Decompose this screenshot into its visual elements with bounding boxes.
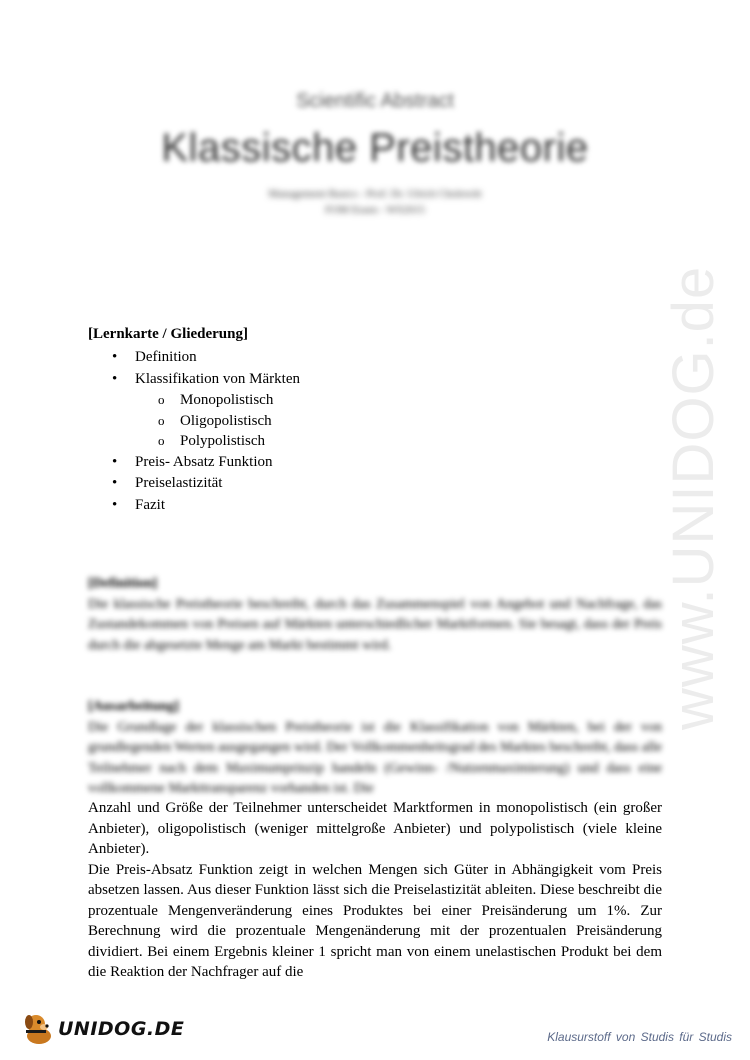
outline-item: • Klassifikation von Märkten: [88, 369, 668, 391]
outline-section: [88, 326, 668, 516]
body-paragraph-market-forms: Anzahl und Größe der Teilnehmer unterscheidet Marktformen in monopolistisch (ein großer Anbieter), oligopolistisch (weniger mittelgroße Anbieter) und polypolistisch (viele kleine Anbieter).: [88, 800, 662, 857]
watermark-text: www.UNIDOG.de: [661, 265, 726, 730]
logo-text: UNIDOG.DE: [58, 1018, 185, 1040]
document-subtitle: Scientific Abstract: [296, 90, 454, 112]
outline-subitem: o Monopolistisch: [88, 390, 668, 411]
definition-heading: [Definition]: [88, 576, 158, 591]
elaboration-text: Die Grundlage der klassischen Preistheorie ist die Klassifikation von Märkten, bei der von grundlegenden Werten ausgegangen wird. Der Vollkommenheitsgrad des Marktes beschreibt, dass alle Teilnehmer nach dem Maximumprinzip handeln (Gewinn- /Nutzenmaximierung) und dass eine vollkommene Markttransparenz vorhanden ist. Die: [88, 719, 662, 796]
outline-subitem: o Polypolistisch: [88, 431, 668, 452]
document-meta: [0, 186, 750, 218]
meta-line-school: FOM Essen - WS2015: [325, 204, 425, 216]
elaboration-section: [88, 697, 662, 800]
elaboration-heading: [Ausarbeitung]: [88, 699, 180, 714]
outline-list: [88, 347, 668, 516]
outline-item: • Definition: [88, 347, 668, 369]
meta-line-course: Management Basics - Prof. Dr. Ulrich Cholewitt: [268, 188, 482, 200]
outline-subitem: o Oligopolistisch: [88, 411, 668, 432]
footer-tagline: Klausurstoff von Studis für Studis: [547, 1030, 732, 1044]
unidog-logo: [22, 1012, 184, 1046]
definition-text: Die klassische Preistheorie beschreibt, durch das Zusammenspiel von Angebot und Nachfrage, das Zustandekommen von Preisen auf Märkten unterschiedlicher Marktformen. Sie besagt, dass der Preis durch die abgesetzte Menge am Markt bestimmt wird.: [88, 596, 662, 653]
body-text: [88, 798, 662, 983]
outline-heading: [Lernkarte / Gliederung]: [88, 326, 248, 342]
definition-section: [88, 574, 662, 656]
outline-item: • Preis- Absatz Funktion: [88, 452, 668, 474]
document-title: Klassische Preistheorie: [161, 126, 589, 170]
outline-item: • Preiselastizität: [88, 473, 668, 495]
body-paragraph-price-sales: Die Preis-Absatz Funktion zeigt in welchen Mengen sich Güter in Abhängigkeit vom Preis absetzen lassen. Aus dieser Funktion lässt sich die Preiselastizität ableiten. Diese beschreibt die prozentuale Mengenveränderung eines Produktes bei einer Preisänderung um 1%. Zur Berechnung wird die prozentuale Mengenänderung mit der prozentualen Preisänderung dividiert. Bei einem Ergebnis kleiner 1 spricht man von einem unelastischen Produkt bei dem die Reaktion der Nachfrager auf die: [88, 861, 662, 980]
dog-mascot-icon: [22, 1012, 56, 1046]
outline-item: • Fazit: [88, 495, 668, 517]
